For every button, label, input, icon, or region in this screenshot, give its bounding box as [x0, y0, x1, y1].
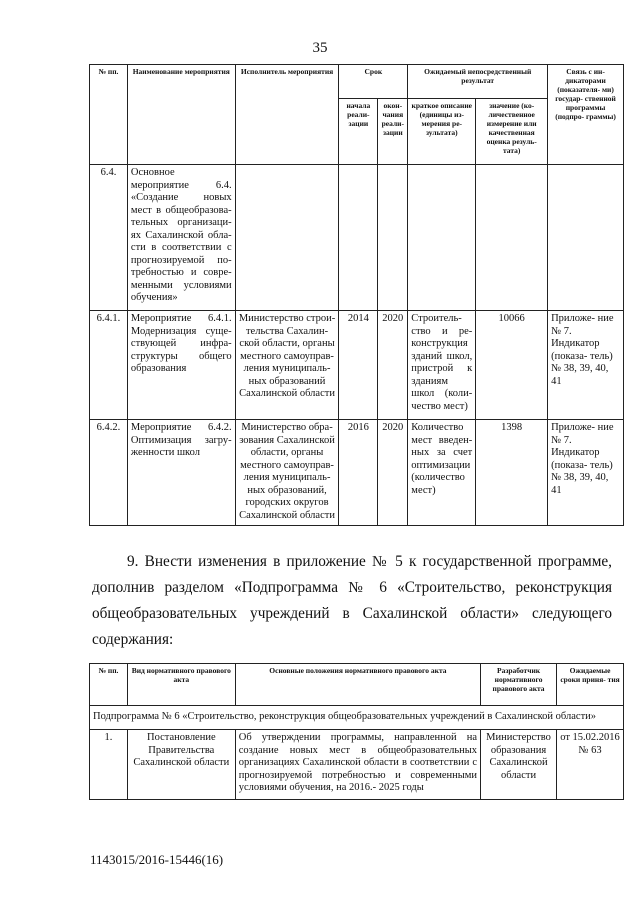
- section-title: Подпрограмма № 6 «Строительство, реконструкция общеобразовательных учреждений в Сахалинской области»: [90, 706, 624, 730]
- table-row: [90, 730, 624, 800]
- header-num: № пп.: [90, 664, 128, 706]
- row-short: [408, 165, 476, 311]
- paragraph-text: 9. Внести изменения в приложение № 5 к государственной программе, дополнив разделом «Подпрограмма № 6 «Строительство, реконструкция общеобразовательных учреждений в Сахалинской области» следующего содержания:: [92, 553, 612, 648]
- page-number: 35: [312, 40, 328, 56]
- header-term-start: начала реали- зации: [339, 99, 378, 165]
- header-num: № пп.: [90, 65, 128, 165]
- row-end: [378, 165, 408, 311]
- header-result-short: краткое описание (единицы из- мерения ре- зультата): [408, 99, 476, 165]
- table-row: [90, 420, 624, 526]
- row-executor: Министерство обра- зования Сахалинской области, органы местного самоуправ- ления муниципаль- ных образований, городских округов Сахалинской области: [235, 420, 339, 526]
- document-footer-code: 1143015/2016-15446(16): [90, 852, 224, 867]
- header-name: Наименование мероприятия: [127, 65, 235, 165]
- header-term-end: окон- чания реали- зации: [378, 99, 408, 165]
- row-end: 2020: [378, 420, 408, 526]
- amendment-paragraph: [92, 549, 612, 653]
- row-executor: Министерство строи- тельства Сахалин- ской области, органы местного самоуправ- ления муниципаль- ных образований Сахалинской области: [235, 311, 339, 420]
- table-row: [90, 165, 624, 311]
- header-term: Срок: [339, 65, 408, 99]
- row-value: 1398: [476, 420, 548, 526]
- header-act-type: Вид нормативного правового акта: [127, 664, 235, 706]
- row-value: 10066: [476, 311, 548, 420]
- row-num: 6.4.1.: [90, 311, 128, 420]
- row-dates: от 15.02.2016 № 63: [557, 730, 624, 800]
- row-name: Мероприятие 6.4.1. Модернизация суще- ствующей инфра- структуры общего образования: [127, 311, 235, 420]
- legal-acts-table: [89, 663, 624, 800]
- row-name: Основное мероприятие 6.4. «Создание новых мест в общеобразова- тельных организаци- ях Сахалинской обла- сти в соответствии с прогнозируемой по- требностью и совре- менными условиями обучения»: [127, 165, 235, 311]
- table-row: [90, 311, 624, 420]
- row-act-content: Об утверждении программы, направленной на создание новых мест в общеобразовательных организациях Сахалинской области в соответствии с прогнозируемой потребностью и современными условиями обучения, на 2016.- 2025 годы: [235, 730, 480, 800]
- row-executor: [235, 165, 339, 311]
- row-num: 6.4.: [90, 165, 128, 311]
- row-num: 1.: [90, 730, 128, 800]
- header-act-content: Основные положения нормативного правового акта: [235, 664, 480, 706]
- row-start: 2016: [339, 420, 378, 526]
- row-link: Приложе- ние № 7. Индикатор (показа- тель) № 38, 39, 40, 41: [548, 420, 624, 526]
- row-start: 2014: [339, 311, 378, 420]
- row-start: [339, 165, 378, 311]
- header-developer: Разработчик нормативного правового акта: [481, 664, 557, 706]
- row-link: [548, 165, 624, 311]
- row-act-type: Постановление Правительства Сахалинской области: [127, 730, 235, 800]
- row-short: Количество мест введен- ных за счет оптимизации (количество мест): [408, 420, 476, 526]
- row-value: [476, 165, 548, 311]
- header-link: Связь с ин- дикаторами (показателя- ми) государ- ственной программы (подпро- граммы): [548, 65, 624, 165]
- row-end: 2020: [378, 311, 408, 420]
- row-link: Приложе- ние № 7. Индикатор (показа- тель) № 38, 39, 40, 41: [548, 311, 624, 420]
- header-result-value: значение (ко- личественное измерение или качественная оценка резуль- тата): [476, 99, 548, 165]
- row-num: 6.4.2.: [90, 420, 128, 526]
- header-executor: Исполнитель мероприятия: [235, 65, 339, 165]
- row-name: Мероприятие 6.4.2. Оптимизация загру- женности школ: [127, 420, 235, 526]
- row-developer: Министерство образования Сахалинской области: [481, 730, 557, 800]
- activities-table: [89, 64, 624, 526]
- header-dates: Ожидаемые сроки приня- тия: [557, 664, 624, 706]
- row-short: Строитель- ство и ре- конструкция зданий школ, пристрой к зданиям школ (коли- чество мест): [408, 311, 476, 420]
- header-result: Ожидаемый непосредственный результат: [408, 65, 548, 99]
